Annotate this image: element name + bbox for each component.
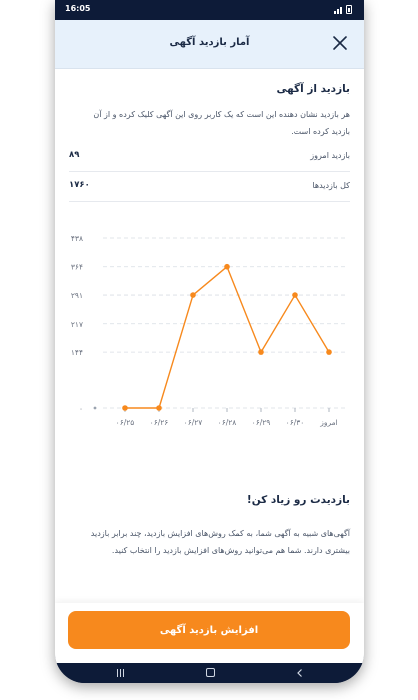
system-nav-bar xyxy=(55,663,364,683)
x-tick-label: ۰۶/۲۷ xyxy=(183,418,203,427)
stat-label: بازدید امروز xyxy=(310,151,350,160)
y-tick-label: ۳۶۴ xyxy=(70,262,83,272)
data-point xyxy=(292,292,298,298)
series-line xyxy=(125,267,329,408)
promo-title: بازدیدت رو زیاد کن! xyxy=(246,494,350,506)
close-icon[interactable] xyxy=(332,35,348,51)
x-tick-label: ۰۶/۲۶ xyxy=(149,418,169,427)
promo-description: آگهی‌های شبیه به آگهی شما، به کمک روش‌های افزایش بازدید، چند برابر بازدید بیشتری دارند. شما هم می‌توانید روش‌های افزایش بازدید را انتخاب کنید. xyxy=(90,529,350,555)
y-tick-label: ۲۱۷ xyxy=(70,319,83,329)
page-title: آمار بازدید آگهی xyxy=(169,37,250,48)
stat-value: ۱۷۶۰ xyxy=(69,180,90,190)
visits-description: هر بازدید نشان دهنده این است که یک کاربر روی این آگهی کلیک کرده و از آن بازدید کرده است. xyxy=(93,110,350,136)
back-icon[interactable] xyxy=(295,668,305,678)
recent-apps-icon[interactable] xyxy=(117,669,124,677)
increase-visits-button[interactable]: افزایش بازدید آگهی xyxy=(68,611,350,649)
data-point xyxy=(326,349,332,355)
signal-icon xyxy=(334,6,342,14)
status-time: 16:05 xyxy=(65,4,91,13)
y-tick-label: ۱۴۴ xyxy=(70,348,83,358)
stat-value: ۸۹ xyxy=(69,150,80,160)
status-icons xyxy=(334,5,352,14)
data-point xyxy=(190,292,196,298)
x-tick-label: امروز xyxy=(320,418,338,427)
home-icon[interactable] xyxy=(206,668,215,677)
phone-frame xyxy=(55,0,364,683)
stat-label: کل بازدیدها xyxy=(312,181,350,190)
data-point xyxy=(224,264,230,270)
x-tick-label: ۰۶/۳۰ xyxy=(285,418,305,427)
stat-row-today xyxy=(69,146,350,172)
y-tick-label: ۰ xyxy=(78,404,83,413)
y-tick-label: ۴۳۸ xyxy=(70,234,83,243)
x-tick-label: ۰۶/۲۵ xyxy=(115,418,135,427)
screen xyxy=(55,20,364,663)
x-tick-label: ۰۶/۲۹ xyxy=(251,418,271,427)
data-point xyxy=(258,349,264,355)
footer-bar xyxy=(55,603,364,663)
stat-row-total xyxy=(69,176,350,202)
y-tick-label: ۲۹۱ xyxy=(70,291,83,301)
data-point xyxy=(156,405,162,411)
visits-title: بازدید از آگهی xyxy=(276,83,350,95)
status-bar xyxy=(55,0,364,20)
visits-chart xyxy=(55,230,364,450)
header xyxy=(55,20,364,69)
axis-origin-dot xyxy=(94,407,97,410)
x-tick-label: ۰۶/۲۸ xyxy=(217,418,237,427)
data-point xyxy=(122,405,128,411)
battery-icon xyxy=(346,5,352,14)
